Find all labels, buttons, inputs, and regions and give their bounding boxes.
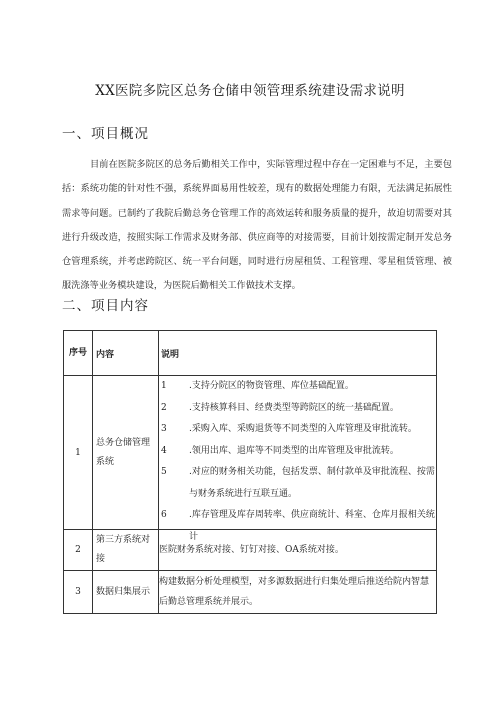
item-number: 5 [161, 467, 167, 477]
desc-list [159, 376, 436, 542]
table-row [64, 571, 437, 614]
list-item [161, 376, 436, 398]
row-desc: 构建数据分析处理模型，对多源数据进行归集处理后推送给院内智慧后勤总管理系统并展示。 [159, 571, 437, 614]
header-no: 序号 [64, 331, 93, 376]
row-no: 2 [64, 530, 93, 571]
table-header-row [64, 331, 437, 376]
requirements-table [63, 330, 437, 614]
item-text: .支持核算科目、经费类型等跨院区的统一基础配置。 [189, 402, 399, 413]
table-row [64, 376, 437, 530]
list-item [161, 505, 436, 548]
item-number: 1 [161, 381, 167, 391]
list-item [161, 462, 436, 505]
header-content: 内容 [93, 331, 159, 376]
overview-paragraph: 目前在医院多院区的总务后勤相关工作中，实际管理过程中存在一定困难与不足，主要包括：系统功能的针对性不强，系统界面易用性较差，现有的数据处理能力有限，无法满足拓展性需求等问题。已制约了我院后勤总务仓管理工作的高效运转和服务质量的提升，故迫切需要对其进行升级改造，按照实际工作需求及财务部、供应商等的对接需要，目前计划按需定制开发总务仓管理系统，并考虑跨院区、统一平台问题，同时进行房屋租赁、工程管理、零星租赁管理、被服洗涤等业务模块建设，为医院后勤相关工作做技术支撑。 [62, 159, 452, 292]
item-number: 2 [161, 402, 167, 413]
row-no: 1 [64, 376, 93, 530]
row-content: 第三方系统对接 [93, 530, 159, 571]
row-desc [159, 376, 437, 542]
item-text: .库存管理及库存周转率、供应商统计、科室、仓库月报相关统计 [189, 510, 435, 542]
item-number: 6 [161, 510, 167, 520]
item-text: .支持分院区的物资管理、库位基础配置。 [189, 381, 354, 391]
item-text: .领用出库、退库等不同类型的出库管理及审批流转。 [189, 445, 399, 456]
row-content: 数据归集展示 [93, 571, 159, 614]
row-no: 3 [64, 571, 93, 614]
list-item [161, 441, 436, 463]
section-heading-overview: 一、项目概况 [62, 126, 149, 142]
item-text: .采购入库、采购退货等不同类型的入库管理及审批流转。 [189, 424, 417, 434]
list-item [161, 398, 436, 420]
section-heading-content: 二、项目内容 [62, 298, 149, 314]
document-title: XX医院多院区总务仓储申领管理系统建设需求说明 [95, 83, 405, 99]
header-desc: 说明 [159, 331, 437, 376]
item-number: 3 [161, 424, 167, 434]
row-content: 总务仓储管理系统 [93, 376, 159, 530]
list-item [161, 419, 436, 441]
row-desc: 医院财务系统对接、钉钉对接、OA系统对接。 [159, 530, 437, 571]
item-text: .对应的财务相关功能，包括发票、制付款单及审批流程、按需与财务系统进行互联互通。 [189, 467, 435, 499]
item-number: 4 [161, 445, 167, 456]
